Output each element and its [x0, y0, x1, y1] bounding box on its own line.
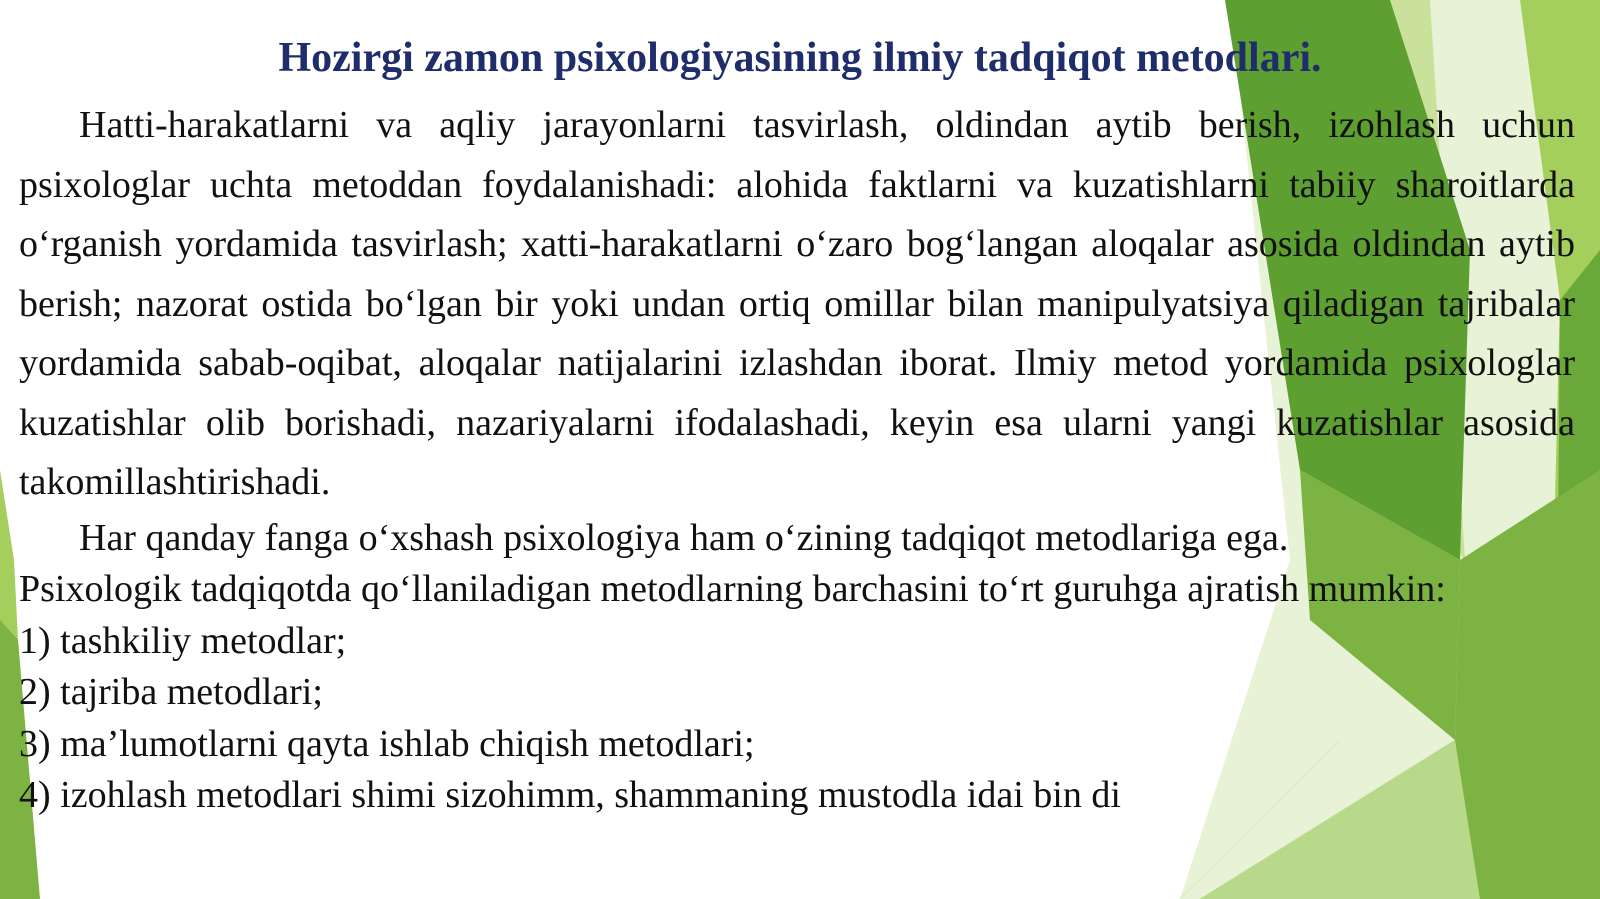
paragraph-four-groups: Psixologik tadqiqotda qo‘llaniladigan metodlarning barchasini to‘rt guruhga ajratish mumkin:: [19, 568, 1446, 610]
method-groups-list: [19, 616, 1575, 822]
slide-title: Hozirgi zamon psixologiyasining ilmiy tadqiqot metodlari.: [278, 35, 1322, 81]
paragraph-methods-description: Hatti-harakatlarni va aqliy jarayonlarni tasvirlash, oldindan aytib berish, izohlash uchun psixologlar uchta metoddan foydalanishadi: alohida faktlarni va kuzatishlarni tabiiy sharoitlarda o‘rganish yordamida tasvirlash; xatti-harakatlarni o‘zaro bog‘langan aloqalar asosida oldindan aytib berish; nazorat ostida bo‘lgan bir yoki undan ortiq omillar bilan manipulyatsiya qiladigan tajribalar yordamida sabab-oqibat, aloqalar natijalarini izlashdan iborat. Ilmiy metod yordamida psixologlar kuzatishlar olib borishadi, nazariyalarni ifodalashadi, keyin esa ularni yangi kuzatishlar asosida takomillashtirishadi.: [19, 104, 1575, 503]
deco-left-sliver-light: [0, 470, 18, 640]
list-item: 3) ma’lumotlarni qayta ishlab chiqish metodlari;: [19, 722, 755, 765]
slide-body: [19, 96, 1575, 822]
list-item: 1) tashkiliy metodlar;: [19, 619, 347, 662]
list-item: 2) tajriba metodlari;: [19, 671, 323, 713]
paragraph-own-methods: Har qanday fanga o‘xshash psixologiya ham o‘zining tadqiqot metodlariga ega.: [79, 516, 1289, 559]
list-item: 4) izohlash metodlari shimi sizohimm, shammaning mustodla idai bin di: [19, 774, 1121, 816]
